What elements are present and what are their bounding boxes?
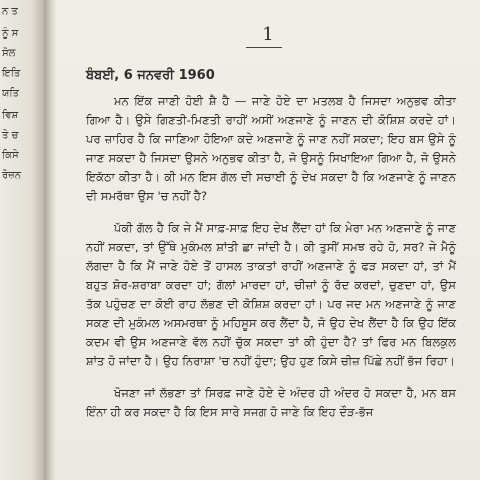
dateline: ਬੰਬਈ, 6 ਜਨਵਰੀ 1960: [86, 68, 215, 83]
previous-page-fragment: ਨੂੰ ਸ: [2, 28, 19, 39]
previous-page-fragment: ਕਿਸੇ: [2, 150, 19, 161]
paragraph: ਮਨ ਇੱਕ ਜਾਣੀ ਹੋਈ ਸ਼ੈ ਹੈ — ਜਾਣੇ ਹੋਏ ਦਾ ਮਤਲਬ ਹੈ ਜਿਸਦਾ ਅਨੁਭਵ ਕੀਤਾ ਗਿਆ ਹੈ। ਉਸੇ ਗਿਣਤੀ-ਮਿਣਤੀ ਰਾਹੀਂ ਅਸੀਂ ਅਣਜਾਣੇ ਨੂੰ ਜਾਣਨ ਦੀ ਕੋਸ਼ਿਸ਼ ਕਰਦੇ ਹਾਂ। ਪਰ ਜ਼ਾਹਿਰ ਹੈ ਕਿ ਜਾਣਿਆ ਹੋਇਆ ਕਦੇ ਅਣਜਾਣੇ ਨੂੰ ਜਾਣ ਨਹੀਂ ਸਕਦਾ; ਇਹ ਬਸ ਉਸੇ ਨੂੰ ਜਾਣ ਸਕਦਾ ਹੈ ਜਿਸਦਾ ਉਸਨੇ ਅਨੁਭਵ ਕੀਤਾ ਹੈ, ਜੋ ਉਸਨੂੰ ਸਿਖਾਇਆ ਗਿਆ ਹੈ, ਜੋ ਉਸਨੇ ਇਕੱਠਾ ਕੀਤਾ ਹੈ। ਕੀ ਮਨ ਇਸ ਗੱਲ ਦੀ ਸਚਾਈ ਨੂੰ ਦੇਖ ਸਕਦਾ ਹੈ ਕਿ ਅਣਜਾਣੇ ਨੂੰ ਜਾਣਨ ਦੀ ਸਮਰੱਥਾ ਉਸ 'ਚ ਨਹੀਂ ਹੈ?: [86, 94, 456, 203]
previous-page-edge: [0, 0, 44, 480]
previous-page-fragment: ਇਤਿ: [2, 68, 21, 79]
previous-page-fragment: ਸੋਲ: [2, 48, 16, 59]
previous-page-fragment: ਵਿਸ਼: [2, 110, 19, 121]
paragraph: ਪੱਕੀ ਗੱਲ ਹੈ ਕਿ ਜੇ ਮੈਂ ਸਾਫ਼-ਸਾਫ਼ ਇਹ ਦੇਖ ਲੈਂਦਾ ਹਾਂ ਕਿ ਮੇਰਾ ਮਨ ਅਣਜਾਣੇ ਨੂੰ ਜਾਣ ਨਹੀਂ ਸਕਦਾ, ਤਾਂ ਉੱਥੇ ਮੁਕੰਮਲ ਸ਼ਾਂਤੀ ਛਾ ਜਾਂਦੀ ਹੈ। ਕੀ ਤੁਸੀਂ ਸਮਝ ਰਹੇ ਹੋ, ਸਰ? ਜੇ ਮੈਨੂੰ ਲੱਗਦਾ ਹੈ ਕਿ ਮੈਂ ਜਾਣੇ ਹੋਏ ਤੋਂ ਹਾਸਲ ਤਾਕਤਾਂ ਰਾਹੀਂ ਅਣਜਾਣੇ ਨੂੰ ਫੜ ਸਕਦਾ ਹਾਂ, ਤਾਂ ਮੈਂ ਬਹੁਤ ਸ਼ੋਰ-ਸ਼ਰਾਬਾ ਕਰਦਾ ਹਾਂ; ਗੱਲਾਂ ਮਾਰਦਾ ਹਾਂ, ਚੀਜ਼ਾਂ ਨੂੰ ਰੱਦ ਕਰਦਾਂ, ਚੁਣਦਾ ਹਾਂ, ਉਸ ਤੱਕ ਪਹੁੰਚਣ ਦਾ ਕੋਈ ਰਾਹ ਲੱਭਣ ਦੀ ਕੋਸ਼ਿਸ਼ ਕਰਦਾ ਹਾਂ। ਪਰ ਜਦ ਮਨ ਅਣਜਾਣੇ ਨੂੰ ਜਾਣ ਸਕਣ ਦੀ ਮੁਕੰਮਲ ਅਸਮਰਥਾ ਨੂੰ ਮਹਿਸੂਸ ਕਰ ਲੈਂਦਾ ਹੈ, ਜੋ ਉਹ ਦੇਖ ਲੈਂਦਾ ਹੈ ਕਿ ਉਹ ਇੱਕ ਕਦਮ ਵੀ ਉਸ ਅਣਜਾਣੇ ਵੱਲ ਨਹੀਂ ਚੁੱਕ ਸਕਦਾ ਤਾਂ ਕੀ ਹੁੰਦਾ ਹੈ? ਤਾਂ ਫਿਰ ਮਨ ਬਿਲਕੁਲ ਸ਼ਾਂਤ ਹੋ ਜਾਂਦਾ ਹੈ। ਉਹ ਨਿਰਾਸ਼ਾ 'ਚ ਨਹੀਂ ਹੁੰਦਾ; ਉਹ ਹੁਣ ਕਿਸੇ ਚੀਜ਼ ਪਿੱਛੇ ਨਹੀਂ ਭੱਜ ਰਿਹਾ।: [86, 221, 456, 368]
paragraph: ਖੋਜਣਾ ਜਾਂ ਲੱਭਣਾ ਤਾਂ ਸਿਰਫ਼ ਜਾਣੇ ਹੋਏ ਦੇ ਅੰਦਰ ਹੀ ਅੰਦਰ ਹੋ ਸਕਦਾ ਹੈ, ਮਨ ਬਸ ਇੰਨਾ ਹੀ ਕਰ ਸਕਦਾ ਹੈ ਕਿ ਇਸ ਸਾਰੇ ਸਜਗ ਹੋ ਜਾਣੇ ਕਿ ਇਹ ਦੌੜ-ਭੱਜ: [86, 386, 456, 419]
previous-page-fragment: ਤੇ ਚ: [2, 130, 19, 141]
previous-page-fragment: ਨ ਤ: [2, 6, 18, 17]
chapter-underline: [246, 47, 282, 48]
book-page: [56, 0, 480, 480]
previous-page-fragment: ਯਤਿ: [2, 88, 19, 99]
book-gutter: [44, 0, 56, 480]
body-text: [86, 92, 456, 435]
chapter-number: 1: [262, 24, 274, 45]
previous-page-fragment: ਰੋਜ਼ਨ: [2, 170, 21, 181]
